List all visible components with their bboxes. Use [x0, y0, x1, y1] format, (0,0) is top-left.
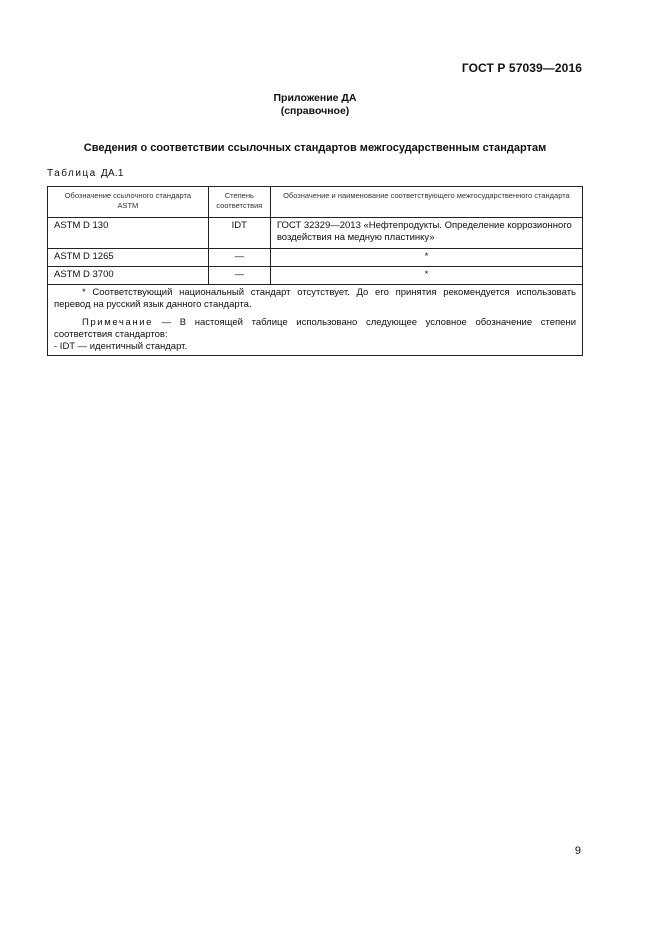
appendix-title: Приложение ДА [273, 92, 357, 104]
table-notes-row [48, 285, 583, 356]
cell-counterpart: * [270, 249, 582, 267]
table-row [48, 267, 583, 285]
cell-degree: — [208, 267, 270, 285]
note-label: Примечание [82, 317, 153, 328]
appendix-subtitle: (справочное) [280, 105, 350, 117]
reference-standards-table [47, 186, 583, 356]
page-number: 9 [574, 845, 581, 857]
table-header-row [48, 187, 583, 218]
document-code: ГОСТ Р 57039—2016 [461, 61, 582, 75]
table-caption-label: Таблица [47, 168, 97, 179]
cell-standard: ASTM D 3700 [48, 267, 209, 285]
table-caption-number: ДА.1 [101, 168, 124, 179]
cell-standard: ASTM D 1265 [48, 249, 209, 267]
table-notes-cell [48, 285, 583, 356]
cell-degree: — [208, 249, 270, 267]
appendix-heading [0, 92, 630, 118]
table-footnote: * Соответствующий национальный стандарт отсутствует. До его принятия рекомендуется использовать перевод на русский язык данного стандарта. [54, 287, 576, 310]
section-title: Сведения о соответствии ссылочных стандартов межгосударственным стандартам [83, 142, 547, 154]
column-header-counterpart: Обозначение и наименование соответствующего межгосударственного стандарта [270, 187, 582, 218]
note-list-item: - IDT — идентичный стандарт. [54, 341, 188, 352]
cell-counterpart: * [270, 267, 582, 285]
cell-counterpart: ГОСТ 32329—2013 «Нефтепродукты. Определение коррозионного воздействия на медную пластинку» [270, 218, 582, 249]
cell-standard: ASTM D 130 [48, 218, 209, 249]
cell-degree: IDT [208, 218, 270, 249]
table-note [54, 317, 576, 341]
table-row [48, 218, 583, 249]
column-header-standard: Обозначение ссылочного стандарта ASTM [48, 187, 209, 218]
table-caption [47, 168, 124, 179]
column-header-degree: Степень соответствия [208, 187, 270, 218]
note-text: — В настоящей таблице использовано следующее условное обозначение степени соответствия стандартов: [54, 317, 576, 340]
table-row [48, 249, 583, 267]
